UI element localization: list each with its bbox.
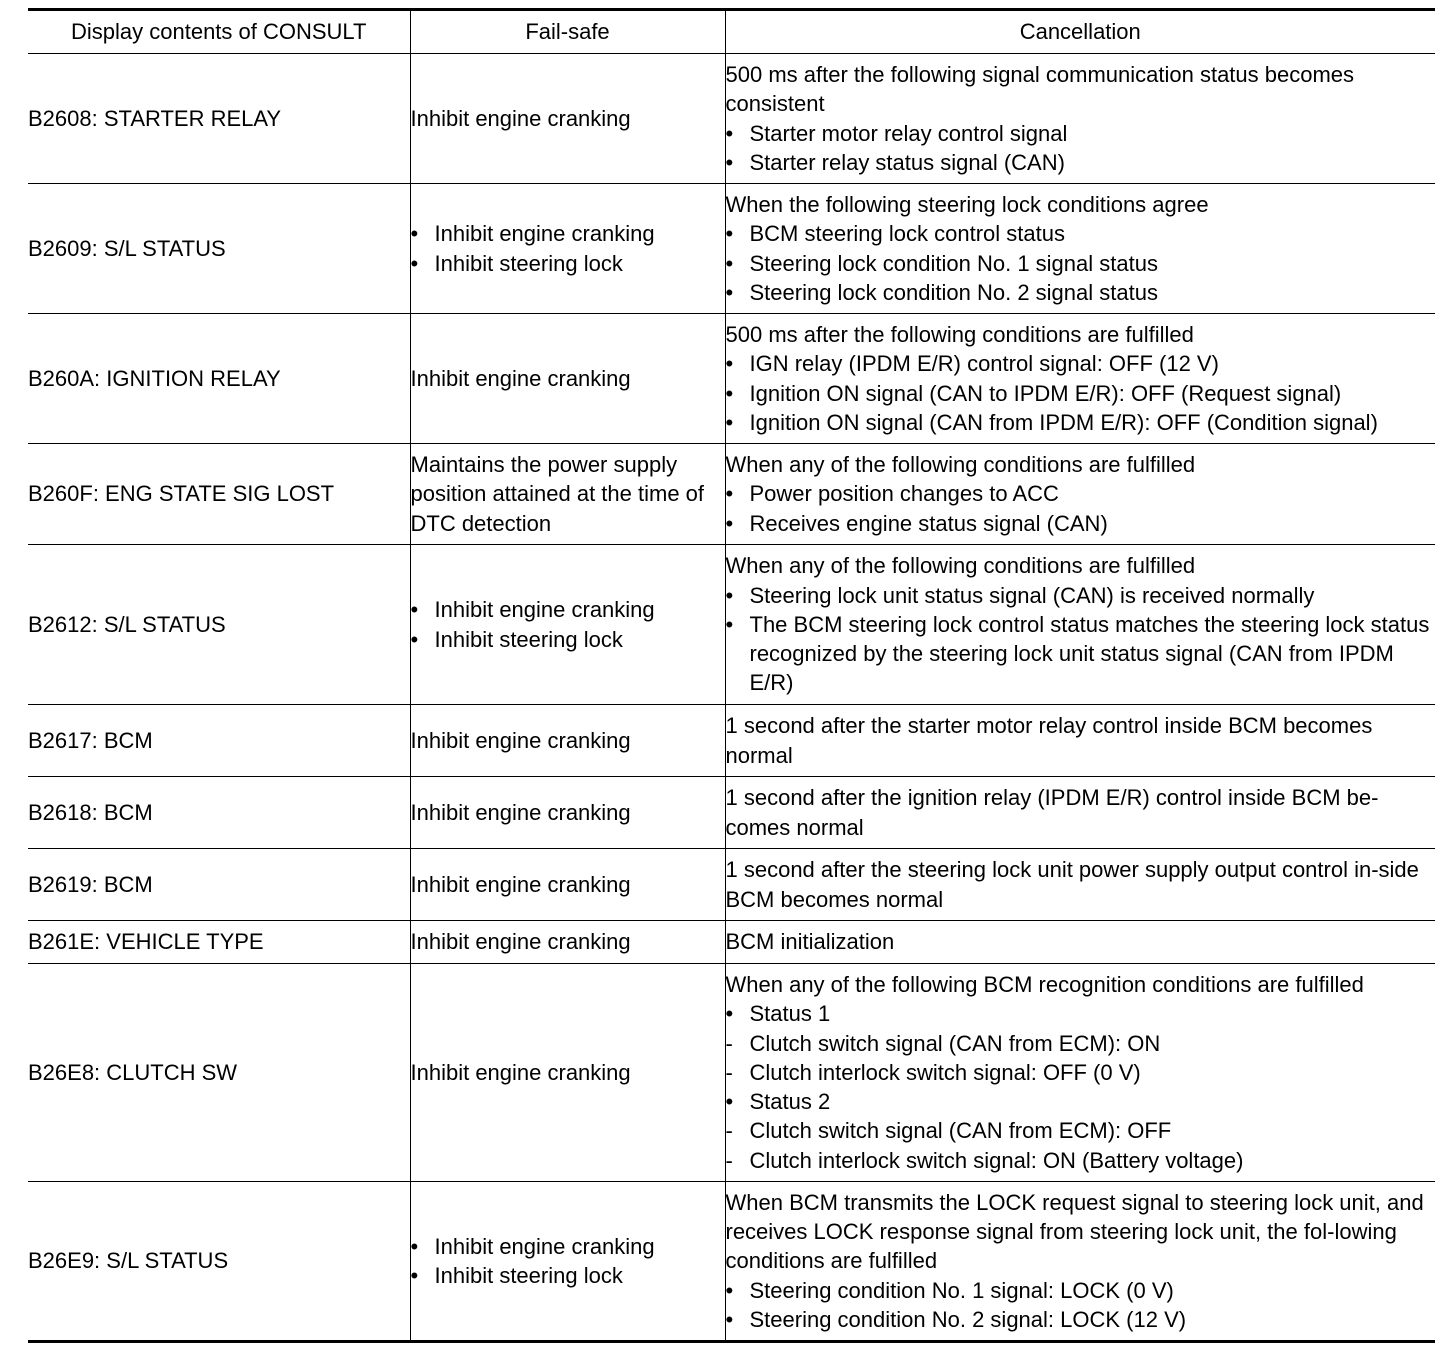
fail-safe-cell [410, 545, 725, 705]
cancellation-cell [725, 54, 1435, 184]
bullet-mark: • [725, 611, 734, 637]
cancellation-intro: When the following steering lock conditions agree [725, 192, 1209, 218]
fail-safe-cell [410, 54, 725, 184]
cancellation-item-text: Ignition ON signal (CAN to IPDM E/R): OFF (Request signal) [749, 380, 1342, 406]
bullet-mark: • [410, 1233, 419, 1259]
bullet-item [726, 479, 1436, 508]
bullet-item [726, 1276, 1436, 1305]
table-row [28, 314, 1435, 444]
dtc-code-cell: B26E8: CLUTCH SW [28, 964, 410, 1182]
dtc-failsafe-table [28, 8, 1435, 1343]
dtc-code-cell: B261E: VEHICLE TYPE [28, 921, 410, 964]
fail-safe-bullet [411, 1232, 725, 1261]
cancellation-intro: 1 second after the starter motor relay control inside BCM becomes normal [725, 713, 1373, 768]
bullet-mark: • [725, 582, 734, 608]
bullet-item [726, 119, 1436, 148]
dtc-code-cell: B2617: BCM [28, 705, 410, 777]
cancellation-cell [725, 849, 1435, 921]
bullet-mark: • [410, 221, 419, 247]
bullet-mark: - [725, 1147, 733, 1173]
cancellation-item-text: Power position changes to ACC [749, 481, 1059, 507]
cancellation-intro: When any of the following conditions are fulfilled [725, 553, 1196, 579]
table-body [28, 54, 1435, 1342]
dtc-code-cell: B2609: S/L STATUS [28, 184, 410, 314]
bullet-item [726, 148, 1436, 177]
bullet-item [726, 349, 1436, 378]
cancellation-cell [725, 184, 1435, 314]
fail-safe-cell [410, 184, 725, 314]
cancellation-intro: When any of the following conditions are fulfilled [725, 452, 1196, 478]
cancellation-item-text: Steering lock condition No. 2 signal status [749, 279, 1158, 305]
dtc-code-cell: B260A: IGNITION RELAY [28, 314, 410, 444]
table-row [28, 921, 1435, 964]
bullet-mark: • [410, 626, 419, 652]
fail-safe-bullet-text: Inhibit engine cranking [434, 597, 655, 623]
cancellation-cell [725, 921, 1435, 964]
dtc-code-cell: B2618: BCM [28, 777, 410, 849]
bullet-mark: • [725, 120, 734, 146]
fail-safe-cell [410, 849, 725, 921]
cancellation-item-text: The BCM steering lock control status matches the steering lock status recognized by the steering lock unit status signal (CAN from IPDM E/R) [749, 611, 1430, 696]
fail-safe-text: Inhibit engine cranking [410, 727, 631, 753]
header-row [28, 10, 1435, 54]
fail-safe-cell [410, 1182, 725, 1342]
bullet-item [726, 1058, 1436, 1087]
cancellation-item-text: Status 2 [749, 1089, 831, 1115]
cancellation-intro: When any of the following BCM recognition conditions are fulfilled [725, 972, 1364, 998]
bullet-item [726, 1087, 1436, 1116]
table-row [28, 444, 1435, 545]
bullet-item [726, 408, 1436, 437]
header-display-contents: Display contents of CONSULT [28, 10, 410, 54]
bullet-item [726, 278, 1436, 307]
fail-safe-text: Maintains the power supply position attained at the time of DTC detection [410, 452, 705, 536]
fail-safe-cell [410, 964, 725, 1182]
bullet-mark: • [725, 149, 734, 175]
fail-safe-text: Inhibit engine cranking [410, 929, 631, 955]
table-row [28, 777, 1435, 849]
cancellation-item-text: Steering condition No. 2 signal: LOCK (12 V) [749, 1306, 1187, 1332]
fail-safe-bullet-text: Inhibit engine cranking [434, 221, 655, 247]
bullet-item [726, 999, 1436, 1028]
cancellation-item-text: Steering lock unit status signal (CAN) is received normally [749, 582, 1315, 608]
fail-safe-cell [410, 777, 725, 849]
cancellation-item-text: Steering condition No. 1 signal: LOCK (0 V) [749, 1277, 1174, 1303]
bullet-mark: - [725, 1059, 733, 1085]
bullet-mark: • [725, 1277, 734, 1303]
fail-safe-cell [410, 705, 725, 777]
fail-safe-bullet [411, 249, 725, 278]
cancellation-cell [725, 964, 1435, 1182]
cancellation-item-text: BCM steering lock control status [749, 221, 1065, 247]
cancellation-item-text: Status 1 [749, 1001, 831, 1027]
bullet-mark: • [725, 409, 734, 435]
fail-safe-text: Inhibit engine cranking [410, 871, 631, 897]
bullet-mark: • [725, 380, 734, 406]
bullet-item [726, 610, 1436, 698]
bullet-mark: • [725, 481, 734, 507]
table-row [28, 54, 1435, 184]
cancellation-item-text: Clutch switch signal (CAN from ECM): OFF [749, 1118, 1172, 1144]
table-row [28, 705, 1435, 777]
bullet-item [726, 1146, 1436, 1175]
fail-safe-cell [410, 921, 725, 964]
dtc-code-cell: B26E9: S/L STATUS [28, 1182, 410, 1342]
dtc-code-cell: B260F: ENG STATE SIG LOST [28, 444, 410, 545]
cancellation-intro: 500 ms after the following conditions are fulfilled [725, 322, 1194, 348]
cancellation-item-text: Starter relay status signal (CAN) [749, 149, 1065, 175]
bullet-mark: • [725, 510, 734, 536]
cancellation-cell [725, 314, 1435, 444]
bullet-item [726, 1116, 1436, 1145]
bullet-mark: • [725, 1001, 734, 1027]
bullet-mark: - [725, 1118, 733, 1144]
cancellation-cell [725, 1182, 1435, 1342]
fail-safe-text: Inhibit engine cranking [410, 105, 631, 131]
bullet-item [726, 581, 1436, 610]
bullet-mark: • [725, 279, 734, 305]
fail-safe-bullet [411, 1261, 725, 1290]
fail-safe-bullet-text: Inhibit steering lock [434, 250, 623, 276]
bullet-mark: • [410, 1263, 419, 1288]
dtc-code-cell: B2612: S/L STATUS [28, 545, 410, 705]
cancellation-item-text: Steering lock condition No. 1 signal status [749, 250, 1158, 276]
table-row [28, 964, 1435, 1182]
cancellation-cell [725, 545, 1435, 705]
fail-safe-bullet-text: Inhibit steering lock [434, 626, 623, 652]
bullet-mark: • [725, 221, 734, 247]
bullet-mark: - [725, 1030, 733, 1056]
table-row [28, 545, 1435, 705]
bullet-item [726, 379, 1436, 408]
cancellation-intro: When BCM transmits the LOCK request signal to steering lock unit, and receives LOCK response signal from steering lock unit, the fol-lowing conditions are fulfilled [725, 1189, 1424, 1274]
table-header [28, 10, 1435, 54]
bullet-mark: • [725, 1306, 734, 1332]
table-row [28, 184, 1435, 314]
fail-safe-bullet [411, 595, 725, 624]
cancellation-intro: 500 ms after the following signal communication status becomes consistent [725, 62, 1355, 117]
fail-safe-bullet [411, 625, 725, 654]
bullet-mark: • [725, 1089, 734, 1115]
bullet-item [726, 249, 1436, 278]
bullet-mark: • [410, 250, 419, 276]
bullet-mark: • [410, 597, 419, 623]
cancellation-cell [725, 444, 1435, 545]
cancellation-intro: 1 second after the steering lock unit power supply output control in-side BCM becomes normal [725, 857, 1419, 912]
cancellation-item-text: Ignition ON signal (CAN from IPDM E/R): OFF (Condition signal) [749, 409, 1378, 435]
table-row [28, 1182, 1435, 1342]
bullet-mark: • [725, 250, 734, 276]
header-fail-safe: Fail-safe [410, 10, 725, 54]
fail-safe-text: Inhibit engine cranking [410, 799, 631, 825]
cancellation-cell [725, 705, 1435, 777]
cancellation-item-text: Clutch interlock switch signal: OFF (0 V) [749, 1059, 1141, 1085]
cancellation-cell [725, 777, 1435, 849]
cancellation-intro: BCM initialization [725, 929, 895, 955]
bullet-item [726, 1029, 1436, 1058]
dtc-code-cell: B2608: STARTER RELAY [28, 54, 410, 184]
header-cancellation: Cancellation [725, 10, 1435, 54]
fail-safe-cell [410, 314, 725, 444]
fail-safe-text: Inhibit engine cranking [410, 365, 631, 391]
fail-safe-cell [410, 444, 725, 545]
table-row [28, 849, 1435, 921]
cancellation-item-text: Clutch switch signal (CAN from ECM): ON [749, 1030, 1161, 1056]
cancellation-item-text: IGN relay (IPDM E/R) control signal: OFF (12 V) [749, 351, 1219, 377]
cancellation-item-text: Starter motor relay control signal [749, 120, 1068, 146]
fail-safe-text: Inhibit engine cranking [410, 1059, 631, 1085]
dtc-code-cell: B2619: BCM [28, 849, 410, 921]
cancellation-item-text: Receives engine status signal (CAN) [749, 510, 1108, 536]
bullet-item [726, 509, 1436, 538]
bullet-mark: • [725, 351, 734, 377]
fail-safe-bullet-text: Inhibit engine cranking [434, 1233, 655, 1259]
cancellation-intro: 1 second after the ignition relay (IPDM E/R) control inside BCM be-comes normal [725, 785, 1379, 840]
bullet-item [726, 219, 1436, 248]
fail-safe-bullet [411, 219, 725, 248]
bullet-item [726, 1305, 1436, 1334]
fail-safe-bullet-text: Inhibit steering lock [434, 1263, 623, 1288]
cancellation-item-text: Clutch interlock switch signal: ON (Battery voltage) [749, 1147, 1244, 1173]
